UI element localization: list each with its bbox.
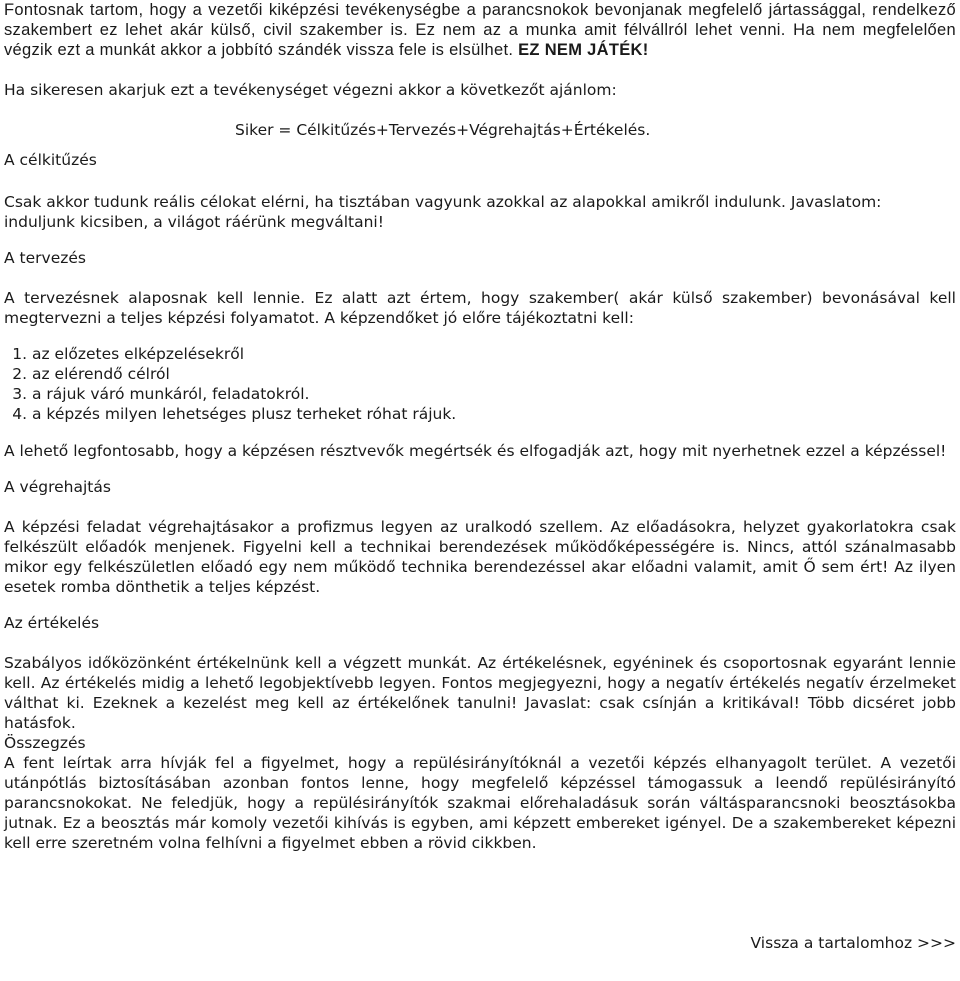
section-heading-evaluation: Az értékelés [4,614,100,632]
section-heading-execution: A végrehajtás [4,478,111,496]
list-item: 3. a rájuk váró munkáról, feladatokról. [32,384,956,404]
list-item: 2. az elérendő célról [32,364,956,384]
section-heading-goal: A célkitűzés [4,151,97,169]
planning-list [4,344,956,424]
goal-text: Csak akkor tudunk reális célokat elérni, ha tisztában vagyunk azokkal az alapokkal amikről indulunk. Javaslatom: induljunk kicsiben, a világot ráérünk megváltani! [4,193,882,231]
evaluation-text: Szabályos időközönként értékelnünk kell a végzett munkát. Az értékelésnek, egyéninek és csoportosnak egyaránt lennie kell. Az értékelés midig a lehető legobjektívebb legyen. Fontos megjegyezni, hogy a negatív értékelés negatív érzelmeket válthat ki. Ezeknek a kezelést meg kell az értékelőnek tanulni! Javaslat: csak csínján a kritikával! Több dicséret jobb hatásfok. [4,654,956,732]
intro-emphasis: EZ NEM JÁTÉK! [518,41,649,59]
section-heading-summary: Összegzés [4,734,86,752]
planning-conclusion: A lehető legfontosabb, hogy a képzésen résztvevők megértsék és elfogadják azt, hogy mit nyerhetnek ezzel a képzéssel! [4,442,947,460]
list-item: 1. az előzetes elképzelésekről [32,344,956,364]
intro-paragraph [4,0,956,60]
planning-text: A tervezésnek alaposnak kell lennie. Ez alatt azt értem, hogy szakember( akár külső szakember) bevonásával kell megtervezni a teljes képzési folyamatot. A képzendőket jó előre tájékoztatni kell: [4,289,956,327]
back-to-contents-link[interactable]: Vissza a tartalomhoz >>> [750,934,956,952]
section-heading-planning: A tervezés [4,249,86,267]
summary-text: A fent leírtak arra hívják fel a figyelmet, hogy a repülésirányítóknál a vezetői képzés elhanyagolt terület. A vezetői utánpótlás biztosításában azonban fontos lenne, hogy megfelelő képzéssel támogassuk a leendő repülésirányító parancsnokokat. Ne feledjük, hogy a repülésirányítók szakmai előrehaladásuk során váltásparancsnoki beosztásokba jutnak. Ez a beosztás már komoly vezetői kihívás is egyben, ami képzett embereket igényel. De a szakembereket képezni kell erre szeretném volna felhívni a figyelmet ebben a rövid cikkben. [4,754,956,852]
list-item: 4. a képzés milyen lehetséges plusz terheket róhat rájuk. [32,404,956,424]
execution-text: A képzési feladat végrehajtásakor a profizmus legyen az uralkodó szellem. Az előadásokra, helyzet gyakorlatokra csak felkészült előadók menjenek. Figyelni kell a technikai berendezések működőképességére is. Nincs, attól szánalmasabb mikor egy felkészületlen előadó egy nem működő technika berendezéssel akar előadni valamit, amit Ő sem ért! Az ilyen esetek romba dönthetik a teljes képzést. [4,518,956,596]
approach-text: Ha sikeresen akarjuk ezt a tevékenységet végezni akkor a következőt ajánlom: [4,81,617,99]
success-formula: Siker = Célkitűzés+Tervezés+Végrehajtás+Értékelés. [235,121,651,139]
intro-text: Fontosnak tartom, hogy a vezetői kiképzési tevékenységbe a parancsnokok bevonjanak megfelelő jártassággal, rendelkező szakembert ez lehet akár külső, civil szakember is. Ez nem az a munka amit félvállról lehet venni. Ha nem megfelelően végzik ezt a munkát akkor a jobbító szándék vissza fele is elsülhet. [4,1,956,59]
